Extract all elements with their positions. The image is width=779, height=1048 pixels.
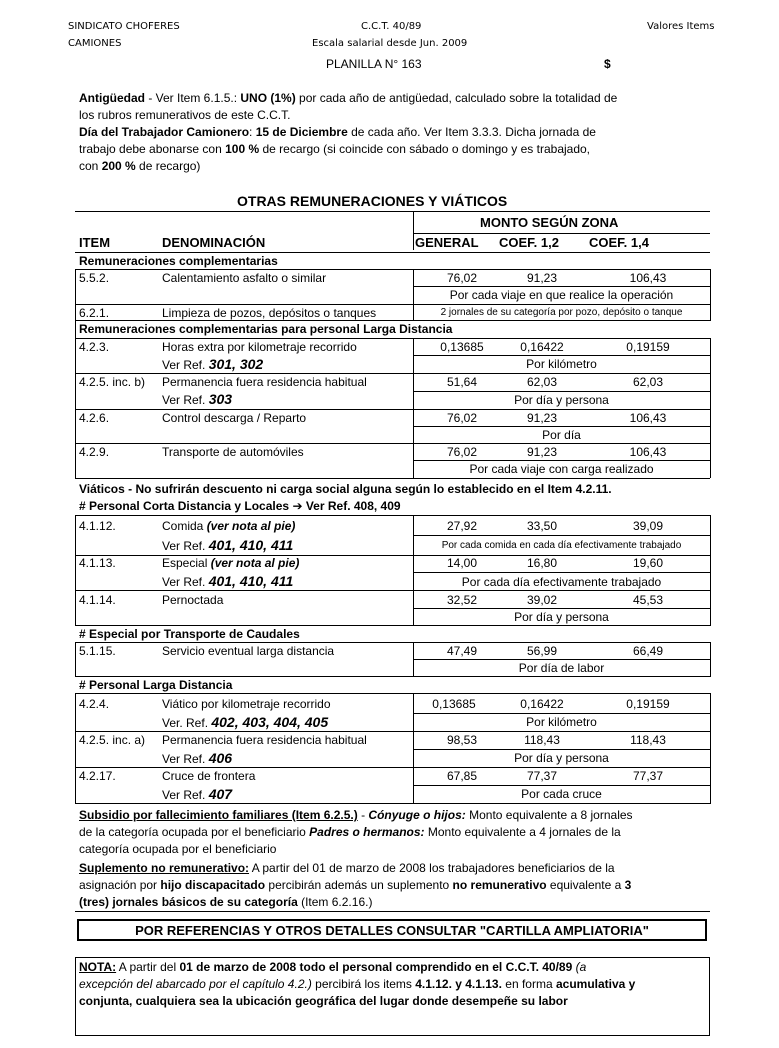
row-552-coef12: 91,23 — [526, 271, 558, 285]
row-4217-denom: Cruce de frontera — [162, 769, 256, 783]
row-4217-ref: Ver Ref. 407 — [162, 786, 233, 802]
rule — [413, 304, 414, 320]
row-425a-coef14: 118,43 — [630, 733, 666, 747]
rule — [75, 478, 710, 479]
row-423-coef12: 0,16422 — [520, 340, 564, 354]
row-423-denom: Horas extra por kilometraje recorrido — [162, 340, 357, 354]
currency-symbol: $ — [604, 57, 611, 71]
row-4217-coef14: 77,37 — [632, 769, 664, 783]
rule — [413, 659, 710, 660]
row-429-denom: Transporte de automóviles — [162, 445, 304, 459]
row-424-coef14: 0,19159 — [626, 697, 670, 711]
row-425b-item: 4.2.5. inc. b) — [79, 375, 146, 389]
row-4114-denom: Pernoctada — [162, 593, 224, 607]
section-caudales: # Especial por Transporte de Caudales — [79, 627, 300, 641]
row-4112-coef12: 33,50 — [526, 519, 558, 533]
row-425b-ref: Ver Ref. 303 — [162, 391, 233, 407]
rule — [413, 515, 414, 626]
row-4113-ref: Ver Ref. 401, 410, 411 — [162, 573, 294, 589]
rule — [75, 911, 710, 912]
row-425a-note: Por día y persona — [514, 751, 609, 765]
row-621-note: 2 jornales de su categoría por pozo, depósito o tanque — [440, 307, 683, 318]
row-4114-note: Por día y persona — [514, 610, 609, 624]
rule — [413, 693, 414, 804]
dia-camionero-line2: trabajo debe abonarse con 100 % de recargo (si coincide con sábado o domingo y es trabajado, — [79, 142, 591, 156]
row-5115-item: 5.1.15. — [79, 644, 116, 658]
rule — [413, 608, 710, 609]
row-4112-note: Por cada comida en cada día efectivamente trabajado — [441, 540, 682, 551]
rule — [75, 373, 710, 374]
nota-line3: conjunta, cualquiera sea la ubicación geográfica del lugar donde desempeñe su labor — [79, 994, 568, 1008]
row-4114-coef12: 39,02 — [526, 593, 558, 607]
row-425a-general: 98,53 — [446, 733, 478, 747]
row-423-coef14: 0,19159 — [626, 340, 670, 354]
rule — [413, 338, 414, 478]
row-4113-coef14: 19,60 — [632, 556, 664, 570]
row-424-coef12: 0,16422 — [520, 697, 564, 711]
rule — [75, 590, 710, 591]
row-425b-coef12: 62,03 — [526, 375, 558, 389]
row-429-note: Por cada viaje con carga realizado — [469, 462, 654, 476]
rule — [75, 625, 710, 626]
rule — [413, 785, 710, 786]
row-4112-item: 4.1.12. — [79, 519, 116, 533]
rule — [710, 515, 711, 626]
rule — [75, 269, 76, 479]
row-4217-item: 4.2.17. — [79, 769, 116, 783]
rule — [75, 803, 710, 804]
rule — [413, 426, 710, 427]
row-425a-coef12: 118,43 — [524, 733, 560, 747]
col-denominacion-header: DENOMINACIÓN — [162, 235, 266, 250]
row-426-note: Por día — [542, 428, 581, 442]
row-425b-coef14: 62,03 — [632, 375, 664, 389]
row-429-general: 76,02 — [446, 445, 478, 459]
rule — [75, 693, 710, 694]
planilla-number: PLANILLA N° 163 — [326, 57, 422, 71]
rule — [75, 731, 710, 732]
rule — [75, 676, 710, 677]
row-429-item: 4.2.9. — [79, 445, 110, 459]
row-424-item: 4.2.4. — [79, 697, 110, 711]
row-4217-general: 67,85 — [446, 769, 478, 783]
viaticos-heading: Viáticos - No sufrirán descuento ni carga social alguna según lo establecido en el Item 4.2.11. — [79, 482, 612, 496]
row-426-coef12: 91,23 — [526, 411, 558, 425]
row-426-general: 76,02 — [446, 411, 478, 425]
row-621-item: 6.2.1. — [79, 306, 110, 320]
rule — [75, 515, 76, 626]
rule — [413, 535, 710, 536]
row-425a-denom: Permanencia fuera residencia habitual — [162, 733, 367, 747]
row-424-denom: Viático por kilometraje recorrido — [162, 697, 331, 711]
union-name-line2: CAMIONES — [68, 38, 122, 49]
row-5115-note: Por día de labor — [518, 661, 605, 675]
row-425b-note: Por día y persona — [514, 393, 609, 407]
rule — [413, 233, 710, 234]
suplemento-line2: asignación por hijo discapacitado percibirán además un suplemento no remunerativo equivalente a 3 — [79, 878, 632, 892]
rule — [413, 355, 710, 356]
row-4112-coef14: 39,09 — [632, 519, 664, 533]
monto-header: MONTO SEGÚN ZONA — [480, 215, 619, 230]
scale-date: Escala salarial desde Jun. 2009 — [312, 38, 468, 49]
rule — [75, 693, 76, 804]
rule — [75, 642, 76, 677]
row-424-note: Por kilómetro — [526, 715, 597, 729]
nota-line2: excepción del abarcado por el capítulo 4.2.) percibirá los items 4.1.12. y 4.1.13. en forma acumulativa y — [79, 977, 636, 991]
row-429-coef12: 91,23 — [526, 445, 558, 459]
row-5115-general: 47,49 — [446, 644, 478, 658]
rule — [413, 391, 710, 392]
row-552-denom: Calentamiento asfalto o similar — [162, 271, 327, 285]
rule — [75, 338, 710, 339]
row-4113-general: 14,00 — [446, 556, 478, 570]
rule — [75, 269, 710, 270]
row-424-general: 0,13685 — [432, 697, 476, 711]
row-5115-coef12: 56,99 — [526, 644, 558, 658]
section-rem-ld: Remuneraciones complementarias para personal Larga Distancia — [79, 322, 453, 336]
row-552-general: 76,02 — [446, 271, 478, 285]
rule — [75, 320, 710, 321]
row-425a-item: 4.2.5. inc. a) — [79, 733, 146, 747]
rule — [413, 269, 414, 304]
arrow-right-icon: ➔ — [292, 499, 303, 513]
antiguedad-line2: los rubros remunerativos de este C.C.T. — [79, 108, 291, 122]
rule — [75, 211, 710, 212]
subsidio-line3: categoría ocupada por el beneficiario — [79, 842, 277, 856]
cct-number: C.C.T. 40/89 — [361, 21, 422, 32]
rule — [413, 713, 710, 714]
col-general-header: GENERAL — [415, 235, 479, 250]
rule — [75, 642, 710, 643]
rule — [413, 572, 710, 573]
row-4217-note: Por cada cruce — [521, 787, 602, 801]
union-name-line1: SINDICATO CHOFERES — [68, 21, 180, 32]
row-429-coef14: 106,43 — [629, 445, 667, 459]
row-5115-denom: Servicio eventual larga distancia — [162, 644, 335, 658]
table-title: OTRAS REMUNERACIONES Y VIÁTICOS — [237, 193, 508, 209]
row-4114-general: 32,52 — [446, 593, 478, 607]
suplemento-line3: (tres) jornales básicos de su categoría (Item 6.2.16.) — [79, 895, 373, 909]
row-4113-item: 4.1.13. — [79, 556, 116, 570]
row-621-denom: Limpieza de pozos, depósitos o tanques — [162, 306, 377, 320]
col-coef12-header: COEF. 1,2 — [499, 235, 559, 250]
row-423-ref: Ver Ref. 301, 302 — [162, 356, 264, 372]
row-4113-denom: Especial (ver nota al pie) — [162, 556, 300, 570]
rule — [75, 515, 710, 516]
rule — [75, 767, 710, 768]
row-4112-ref: Ver Ref. 401, 410, 411 — [162, 537, 294, 553]
section-rem-comp: Remuneraciones complementarias — [79, 254, 278, 268]
row-426-item: 4.2.6. — [79, 411, 110, 425]
row-4113-coef12: 16,80 — [526, 556, 558, 570]
row-423-general: 0,13685 — [440, 340, 484, 354]
row-552-coef14: 106,43 — [629, 271, 667, 285]
rule — [75, 443, 710, 444]
rule — [710, 269, 711, 321]
section-pld: # Personal Larga Distancia — [79, 678, 233, 692]
antiguedad-line1: Antigüedad - Ver Item 6.1.5.: UNO (1%) por cada año de antigüedad, calculado sobre la totalidad de — [79, 91, 618, 105]
row-423-item: 4.2.3. — [79, 340, 110, 354]
row-426-denom: Control descarga / Reparto — [162, 411, 307, 425]
rule — [75, 304, 710, 305]
row-425b-general: 51,64 — [446, 375, 478, 389]
rule — [710, 338, 711, 478]
row-4114-coef14: 45,53 — [632, 593, 664, 607]
row-5115-coef14: 66,49 — [632, 644, 664, 658]
personal-corta-distancia: # Personal Corta Distancia y Locales ➔ Ver Ref. 408, 409 — [79, 499, 401, 513]
row-426-coef14: 106,43 — [629, 411, 667, 425]
row-552-item: 5.5.2. — [79, 271, 110, 285]
row-4112-general: 27,92 — [446, 519, 478, 533]
suplemento-line1: Suplemento no remunerativo: A partir del 01 de marzo de 2008 los trabajadores beneficiarios de la — [79, 861, 615, 875]
subsidio-line1: Subsidio por fallecimiento familiares (Item 6.2.5.) - Cónyuge o hijos: Monto equivalente a 8 jornales — [79, 808, 633, 822]
row-4113-note: Por cada día efectivamente trabajado — [461, 575, 662, 589]
rule — [710, 642, 711, 677]
rule — [413, 749, 710, 750]
col-coef14-header: COEF. 1,4 — [589, 235, 649, 250]
rule — [710, 693, 711, 804]
row-425a-ref: Ver Ref. 406 — [162, 750, 233, 766]
row-425b-denom: Permanencia fuera residencia habitual — [162, 375, 367, 389]
rule — [413, 460, 710, 461]
rule — [75, 252, 710, 253]
row-4217-coef12: 77,37 — [526, 769, 558, 783]
dia-camionero-line1: Día del Trabajador Camionero: 15 de Diciembre de cada año. Ver Item 3.3.3. Dicha jornada de — [79, 125, 596, 139]
rule — [75, 409, 710, 410]
row-423-note: Por kilómetro — [526, 357, 597, 371]
subsidio-line2: de la categoría ocupada por el beneficiario Padres o hermanos: Monto equivalente a 4 jornales de la — [79, 825, 621, 839]
nota-line1: NOTA: A partir del 01 de marzo de 2008 todo el personal comprendido en el C.C.T. 40/89 (a — [79, 960, 587, 974]
col-item-header: ITEM — [79, 235, 111, 250]
dia-camionero-line3: con 200 % de recargo) — [79, 159, 201, 173]
referencias-text: POR REFERENCIAS Y OTROS DETALLES CONSULTAR "CARTILLA AMPLIATORIA" — [135, 923, 649, 938]
row-424-ref: Ver. Ref. 402, 403, 404, 405 — [162, 714, 329, 730]
row-552-note: Por cada viaje en que realice la operación — [449, 288, 674, 302]
rule — [413, 211, 414, 250]
rule — [413, 286, 710, 287]
rule — [413, 642, 414, 677]
row-4114-item: 4.1.14. — [79, 593, 116, 607]
row-4112-denom: Comida (ver nota al pie) — [162, 519, 296, 533]
values-label: Valores Items — [647, 21, 715, 32]
